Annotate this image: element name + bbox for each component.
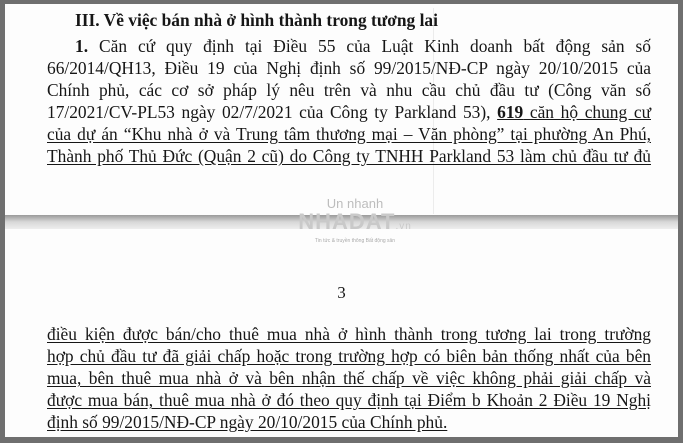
watermark-brand: NHADAT	[298, 209, 396, 234]
document-page-bottom	[5, 229, 678, 437]
document-page-top	[5, 4, 678, 215]
paragraph-line: Thành phố Thủ Đức (Quận 2 cũ) do Công ty TNHH Parkland 53 làm chủ đầu tư đủ	[47, 146, 651, 166]
watermark-suffix: .vn	[395, 221, 412, 232]
text-span: 17/2021/CV-PL53 ngày 02/7/2021 của Công ty Parkland 53),	[47, 102, 498, 122]
paragraph-line: Chính phủ, các cơ sở pháp lý nêu trên và nhu cầu chủ đầu tư (Công văn số	[47, 80, 651, 100]
apartment-count: 619	[497, 102, 524, 122]
paragraph-line: định số 99/2015/NĐ-CP ngày 20/10/2015 của Chính phủ.	[47, 412, 448, 432]
paragraph-line: 66/2014/QH13, Điều 19 của Nghị định số 99/2015/NĐ-CP ngày 20/10/2015 của	[47, 58, 651, 78]
paragraph-line	[47, 102, 651, 122]
page-number: 3	[337, 283, 346, 302]
paragraph-number: 1.	[75, 36, 89, 56]
paragraph-line: được mua bán, thuê mua nhà ở đó theo quy định tại Điểm b Khoản 2 Điều 19 Nghị	[47, 390, 651, 410]
watermark-text: Un nhanh	[326, 196, 384, 211]
paragraph-line: hợp chủ đầu tư đã giải chấp hoặc trong trường hợp có biên bản thống nhất của bên	[47, 346, 651, 366]
paragraph-line: điều kiện được bán/cho thuê mua nhà ở hình thành trong tương lai trong trường	[47, 324, 651, 344]
paragraph-line: của dự án “Khu nhà ở và Trung tâm thương mại – Văn phòng” tại phường An Phú,	[47, 124, 651, 144]
watermark-tagline: Tin tức & truyền thông Bất động sản	[314, 238, 396, 244]
text-span: căn hộ chung cư	[523, 102, 651, 122]
text-span: Căn cứ quy định tại Điều 55 của Luật Kinh doanh bất động sản số	[88, 36, 651, 56]
watermark-logo	[290, 196, 420, 244]
section-heading: III. Về việc bán nhà ở hình thành trong tương lai	[75, 10, 438, 30]
paragraph-line	[75, 36, 651, 56]
paragraph-line: mua, bên thuê mua nhà ở và bên nhận thế chấp về việc không phải giải chấp và	[47, 368, 651, 388]
